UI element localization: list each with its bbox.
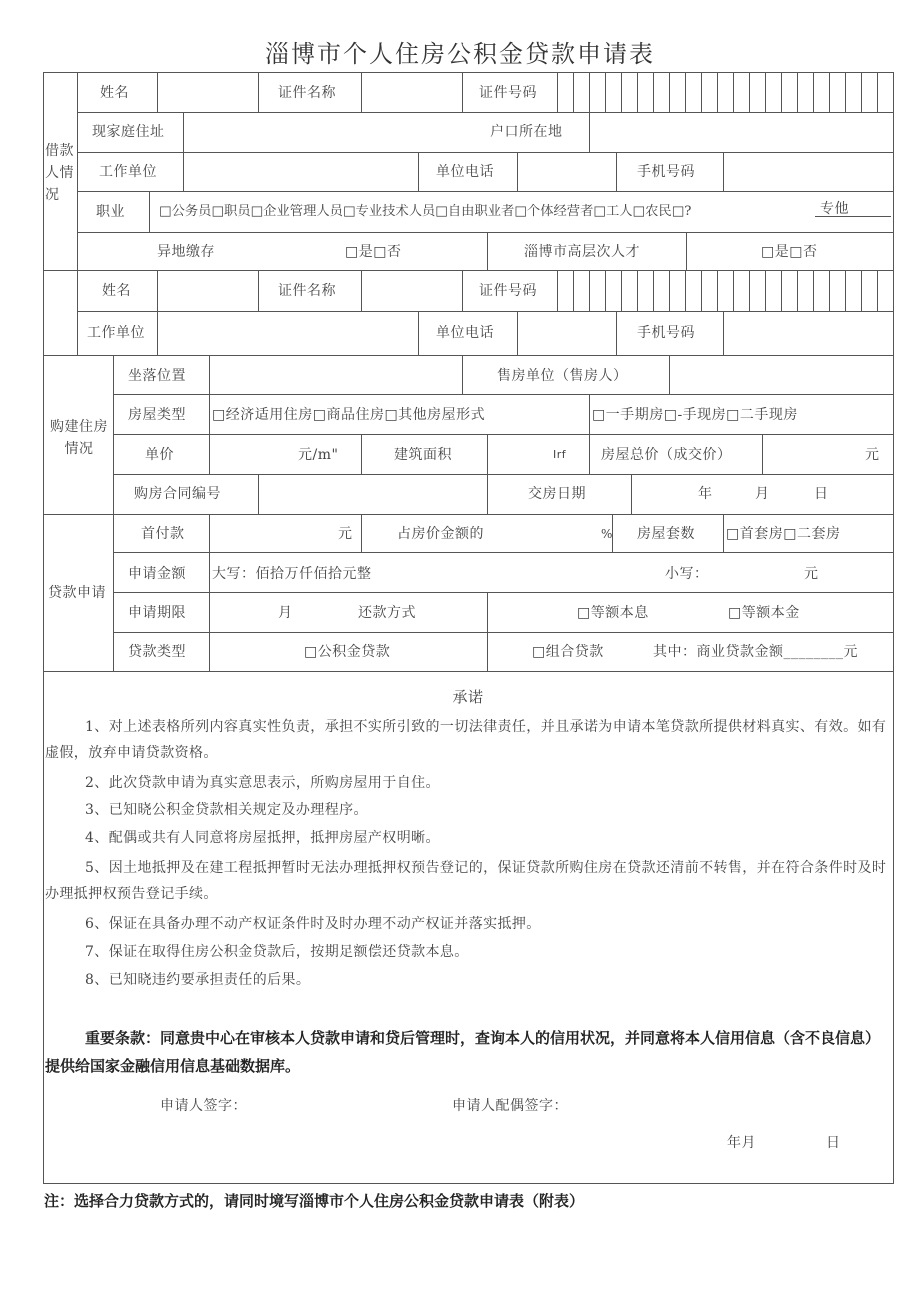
id-digit-divider [829,72,830,113]
borrower-mobile-label: 手机号码 [637,164,695,180]
grid-line [487,474,488,515]
grid-line [589,112,590,153]
id-digit-divider [733,270,734,312]
id-digit-divider [797,270,798,312]
loan-type-label: 贷款类型 [128,644,186,660]
commercial-amount[interactable]: 其中：商业贷款金额________元 [653,644,858,660]
grid-line [209,632,210,672]
id-digit-divider [861,72,862,113]
id-digit-divider [589,72,590,113]
grid-line [77,72,78,356]
grid-line [258,474,259,515]
borrower-name-label: 姓名 [100,85,129,101]
pledge-item-4: 4、配偶或共有人同意将房屋抵押，抵押房屋产权明晰。 [85,830,440,846]
id-digit-divider [781,72,782,113]
id-digit-divider [813,72,814,113]
id-digit-divider [701,72,702,113]
grid-line [209,355,210,395]
area-label: 建筑面积 [394,447,452,463]
applicant-sign-label: 申请人签字： [160,1098,247,1114]
combo-loan-checkbox[interactable]: □组合贷款 [532,644,604,660]
grid-line [209,434,210,475]
location-label: 坐落位置 [128,368,186,384]
id-digit-divider [653,270,654,312]
id-digit-divider [733,72,734,113]
id-digit-divider [669,270,670,312]
ratio-label: 占房价金额的 [397,526,484,542]
grid-line [113,632,894,633]
pledge-item-8: 8、已知晓违约要承担责任的后果。 [85,972,311,988]
pf-loan-checkbox[interactable]: □公积金贷款 [304,644,391,660]
house-count-label: 房屋套数 [637,526,695,542]
grid-line [462,355,463,395]
grid-line [113,474,894,475]
grid-line [43,671,894,672]
grid-line [487,434,488,475]
id-digit-divider [765,270,766,312]
grid-line [361,514,362,553]
id-digit-divider [813,270,814,312]
pledge-item-3: 3、已知晓公积金贷款相关规定及办理程序。 [85,802,368,818]
id-digit-divider [589,270,590,312]
spouse-id-type-label: 证件名称 [278,283,336,299]
grid-line [157,270,158,312]
total-price-unit: 元 [865,447,880,463]
form-title: 淄博市个人住房公积金贷款申请表 [265,40,655,68]
ratio-percent: % [601,527,613,541]
id-digit-divider [877,270,878,312]
table-border-top [43,72,894,73]
delivery-year: 年 [698,486,713,502]
grid-line [43,270,894,271]
id-digit-divider [749,270,750,312]
id-digit-divider [845,72,846,113]
grid-line [209,592,210,633]
id-digit-divider [685,72,686,113]
grid-line [589,394,590,435]
table-border-left [43,72,44,1184]
id-digit-divider [765,72,766,113]
grid-line [487,232,488,271]
spouse-sign-label: 申请人配偶签字： [452,1098,568,1114]
grid-line [149,191,150,233]
id-digit-divider [685,270,686,312]
grid-line [589,434,590,475]
grid-line [361,72,362,113]
delivery-month: 月 [755,486,770,502]
grid-line [43,514,894,515]
id-digit-divider [653,72,654,113]
grid-line [113,552,894,553]
amount-label: 申请金额 [128,566,186,582]
grid-line [517,311,518,356]
loan-section-label: 贷款申请 [48,585,106,601]
spouse-employer-phone-label: 单位电话 [436,325,494,341]
amount-lower-unit: 元 [804,566,819,582]
grid-line [418,152,419,192]
pledge-item-2: 2、此次贷款申请为真实意思表示，所购房屋用于自住。 [85,775,440,791]
talent-checkboxes[interactable]: □是□否 [761,244,818,260]
id-digit-divider [717,72,718,113]
grid-line [361,434,362,475]
id-digit-divider [845,270,846,312]
contract-no-label: 购房合同编号 [134,486,221,502]
sign-date-year-month: 年月 [727,1135,756,1151]
amount-lower-label: 小写： [665,566,709,582]
grid-line [462,72,463,113]
id-digit-divider [637,270,638,312]
id-digit-divider [877,72,878,113]
id-digit-divider [717,270,718,312]
grid-line [258,72,259,113]
grid-line [616,152,617,192]
repay-method-label: 还款方式 [358,605,416,621]
pledge-item-5: 5、因土地抵押及在建工程抵押暂时无法办理抵押权预告登记的，保证贷款所购住房在贷款还清前不转售，并在符合条件时及时办理抵押权预告登记手续。 [45,860,887,902]
spouse-mobile-label: 手机号码 [637,325,695,341]
pledge-title: 承诺 [452,688,484,706]
house-count-checkboxes[interactable]: □首套房□二套房 [726,526,841,542]
grid-line [631,474,632,515]
grid-line [487,592,488,633]
id-digit-divider [605,270,606,312]
pledge-item-6: 6、保证在具备办理不动产权证条件时及时办理不动产权证并落实抵押。 [85,916,541,932]
grid-line [157,311,158,356]
grid-line [183,152,184,192]
spouse-name-label: 姓名 [102,283,131,299]
equal-principal-checkbox[interactable]: □等额本金 [728,605,800,621]
unit-price-unit: 元/m" [298,447,339,463]
id-digit-divider [573,270,574,312]
remote-deposit-checkboxes[interactable]: □是□否 [345,244,402,260]
table-border-right [893,72,894,1184]
grid-line [113,434,894,435]
id-digit-divider [621,270,622,312]
table-border-bottom [43,1183,894,1184]
seller-label: 售房单位（售房人） [497,368,628,384]
borrower-id-type-label: 证件名称 [278,85,336,101]
borrower-employer-phone-label: 单位电话 [436,164,494,180]
equal-payment-checkbox[interactable]: □等额本息 [577,605,649,621]
grid-line [723,311,724,356]
occupation-other-text: 专他 [820,201,849,217]
borrower-address-label: 现家庭住址 [92,124,165,140]
spouse-id-no-label: 证件号码 [479,283,537,299]
term-label: 申请期限 [128,605,186,621]
grid-line [462,270,463,312]
pledge-item-1: 1、对上述表格所列内容真实性负责，承担不实所引致的一切法律责任，并且承诺为申请本笔贷款所提供材料真实、有效。如有虚假，放弃申请贷款资格。 [45,719,887,761]
grid-line [113,394,894,395]
area-unit: Irf [553,448,567,461]
borrower-section-label: 借款人情况 [45,143,74,203]
grid-line [361,270,362,312]
grid-line [77,152,894,153]
grid-line [723,152,724,192]
borrower-employer-label: 工作单位 [99,164,157,180]
grid-line [762,434,763,475]
grid-line [43,355,894,356]
id-digit-divider [573,72,574,113]
grid-line [113,592,894,593]
house-type-label: 房屋类型 [128,407,186,423]
grid-line [418,311,419,356]
grid-line [209,514,210,553]
grid-line [616,311,617,356]
borrower-occupation-label: 职业 [96,204,125,220]
grid-line [77,311,894,312]
talent-label: 淄博市高层次人才 [524,244,640,260]
spouse-employer-label: 工作单位 [87,325,145,341]
id-digit-divider [669,72,670,113]
grid-line [77,191,894,192]
grid-line [77,112,894,113]
grid-line [77,232,894,233]
id-digit-divider [861,270,862,312]
id-digit-divider [557,72,558,113]
id-digit-divider [637,72,638,113]
house-type-checkboxes[interactable]: □经济适用住房□商品住房□其他房屋形式 [212,407,486,423]
important-clause: 重要条款：同意贵中心在审核本人贷款申请和贷后管理时，查询本人的信用状况，并同意将本人信用信息（含不良信息）提供给国家金融信用信息基础数据库。 [45,1029,881,1075]
id-digit-divider [621,72,622,113]
grid-line [157,72,158,113]
id-digit-divider [781,270,782,312]
delivery-day: 日 [814,486,829,502]
grid-line [209,552,210,593]
sale-type-checkboxes[interactable]: □一手期房□-手现房□二手现房 [592,407,798,423]
grid-line [209,394,210,435]
sign-date-day: 日 [826,1135,841,1151]
footnote: 注：选择合力贷款方式的，请同时境写淄博市个人住房公积金贷款申请表（附表） [44,1192,585,1210]
grid-line [669,355,670,395]
term-unit: 月 [278,605,293,621]
remote-deposit-label: 异地缴存 [157,244,215,260]
id-digit-divider [701,270,702,312]
down-payment-label: 首付款 [141,526,185,542]
borrower-hukou-label: 户口所在地 [490,124,563,140]
down-payment-unit: 元 [338,526,353,542]
id-digit-divider [797,72,798,113]
grid-line [113,355,114,672]
unit-price-label: 单价 [145,447,174,463]
id-digit-divider [605,72,606,113]
total-price-label: 房屋总价（成交价） [601,447,732,463]
pledge-item-7: 7、保证在取得住房公积金贷款后，按期足额偿还贷款本息。 [85,944,469,960]
house-section-label: 购建住房情况 [50,419,108,457]
delivery-date-label: 交房日期 [528,486,586,502]
grid-line [517,152,518,192]
amount-upper[interactable]: 大写：佰拾万仟佰拾元整 [212,566,372,582]
id-digit-divider [749,72,750,113]
borrower-id-no-label: 证件号码 [479,85,537,101]
grid-line [723,514,724,553]
grid-line [487,632,488,672]
grid-line [183,112,184,153]
grid-line [258,270,259,312]
id-digit-divider [557,270,558,312]
occupation-checkboxes[interactable]: □公务员□职员□企业管理人员□专业技术人员□自由职业者□个体经营者□工人□农民□? [159,204,692,219]
id-digit-divider [829,270,830,312]
grid-line [686,232,687,271]
